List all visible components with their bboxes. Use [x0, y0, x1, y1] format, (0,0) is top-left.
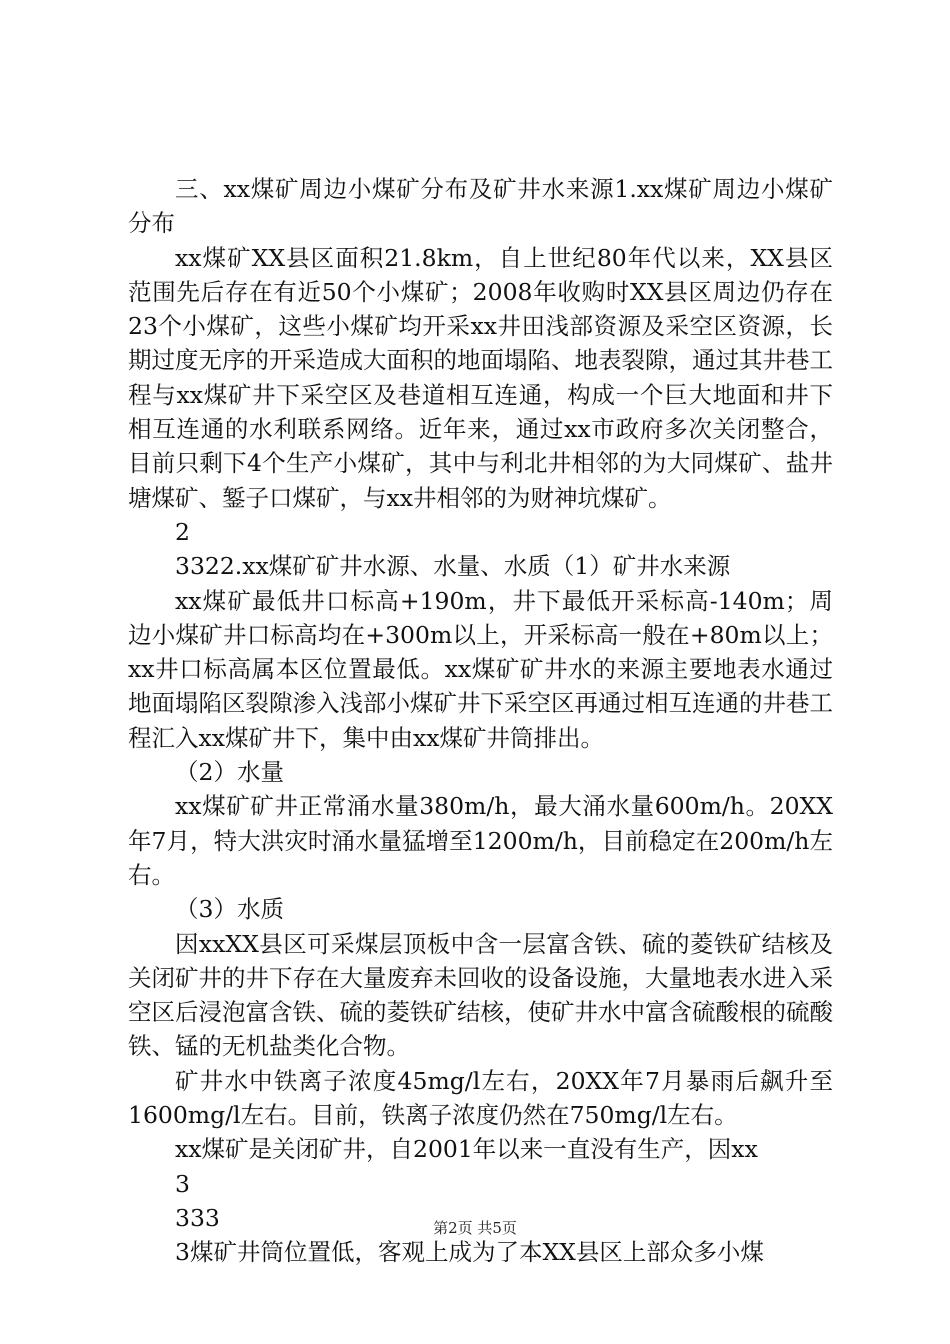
body-paragraph: xx煤矿XX县区面积21.8km，自上世纪80年代以来，XX县区范围先后存在有近50个小煤矿；2008年收购时XX县区周边仍存在23个小煤矿，这些小煤矿均开采xx井田浅部资源及采空区资源，长期过度无序的开采造成大面积的地面塌陷、地表裂隙，通过其井巷工程与xx煤矿井下采空区及巷道相互连通，构成一个巨大地面和井下相互连通的水利联系网络。近年来，通过xx市政府多次关闭整合，目前只剩下4个生产小煤矿，其中与利北井相邻的为大同煤矿、盐井塘煤矿、錾子口煤矿，与xx井相邻的为财神坑煤矿。: [128, 243, 833, 512]
stray-number: 2: [175, 517, 190, 546]
subsection-heading: （3）水质: [175, 895, 284, 924]
subsection-heading: 3322.xx煤矿矿井水源、水量、水质（1）矿井水来源: [175, 552, 731, 581]
stray-number: 333: [175, 1203, 220, 1232]
page-footer: 第2页 共5页: [433, 1219, 517, 1237]
subsection-heading: （2）水量: [175, 758, 284, 787]
body-paragraph: 3煤矿井筒位置低，客观上成为了本XX县区上部众多小煤: [175, 1238, 764, 1267]
section-heading: 三、xx煤矿周边小煤矿分布及矿井水来源1.xx煤矿周边小煤矿分布: [128, 175, 833, 238]
document-body: [128, 172, 833, 1270]
body-paragraph: 因xxXX县区可采煤层顶板中含一层富含铁、硫的菱铁矿结核及关闭矿井的井下存在大量废弃未回收的设备设施，大量地表水进入采空区后浸泡富含铁、硫的菱铁矿结核，使矿井水中富含硫酸根的硫酸铁、锰的无机盐类化合物。: [128, 929, 833, 1061]
body-paragraph: xx煤矿矿井正常涌水量380m/h，最大涌水量600m/h。20XX年7月，特大洪灾时涌水量猛增至1200m/h，目前稳定在200m/h左右。: [128, 792, 833, 889]
body-paragraph: xx煤矿最低井口标高+190m，井下最低开采标高-140m；周边小煤矿井口标高均在+300m以上，开采标高一般在+80m以上；xx井口标高属本区位置最低。xx煤矿矿井水的来源主要地表水通过地面塌陷区裂隙渗入浅部小煤矿井下采空区再通过相互连通的井巷工程汇入xx煤矿井下，集中由xx煤矿井筒排出。: [128, 586, 833, 752]
body-paragraph: xx煤矿是关闭矿井，自2001年以来一直没有生产，因xx: [175, 1135, 758, 1164]
stray-number: 3: [175, 1169, 190, 1198]
body-paragraph: 矿井水中铁离子浓度45mg/l左右，20XX年7月暴雨后飙升至1600mg/l左右。目前，铁离子浓度仍然在750mg/l左右。: [128, 1066, 833, 1130]
